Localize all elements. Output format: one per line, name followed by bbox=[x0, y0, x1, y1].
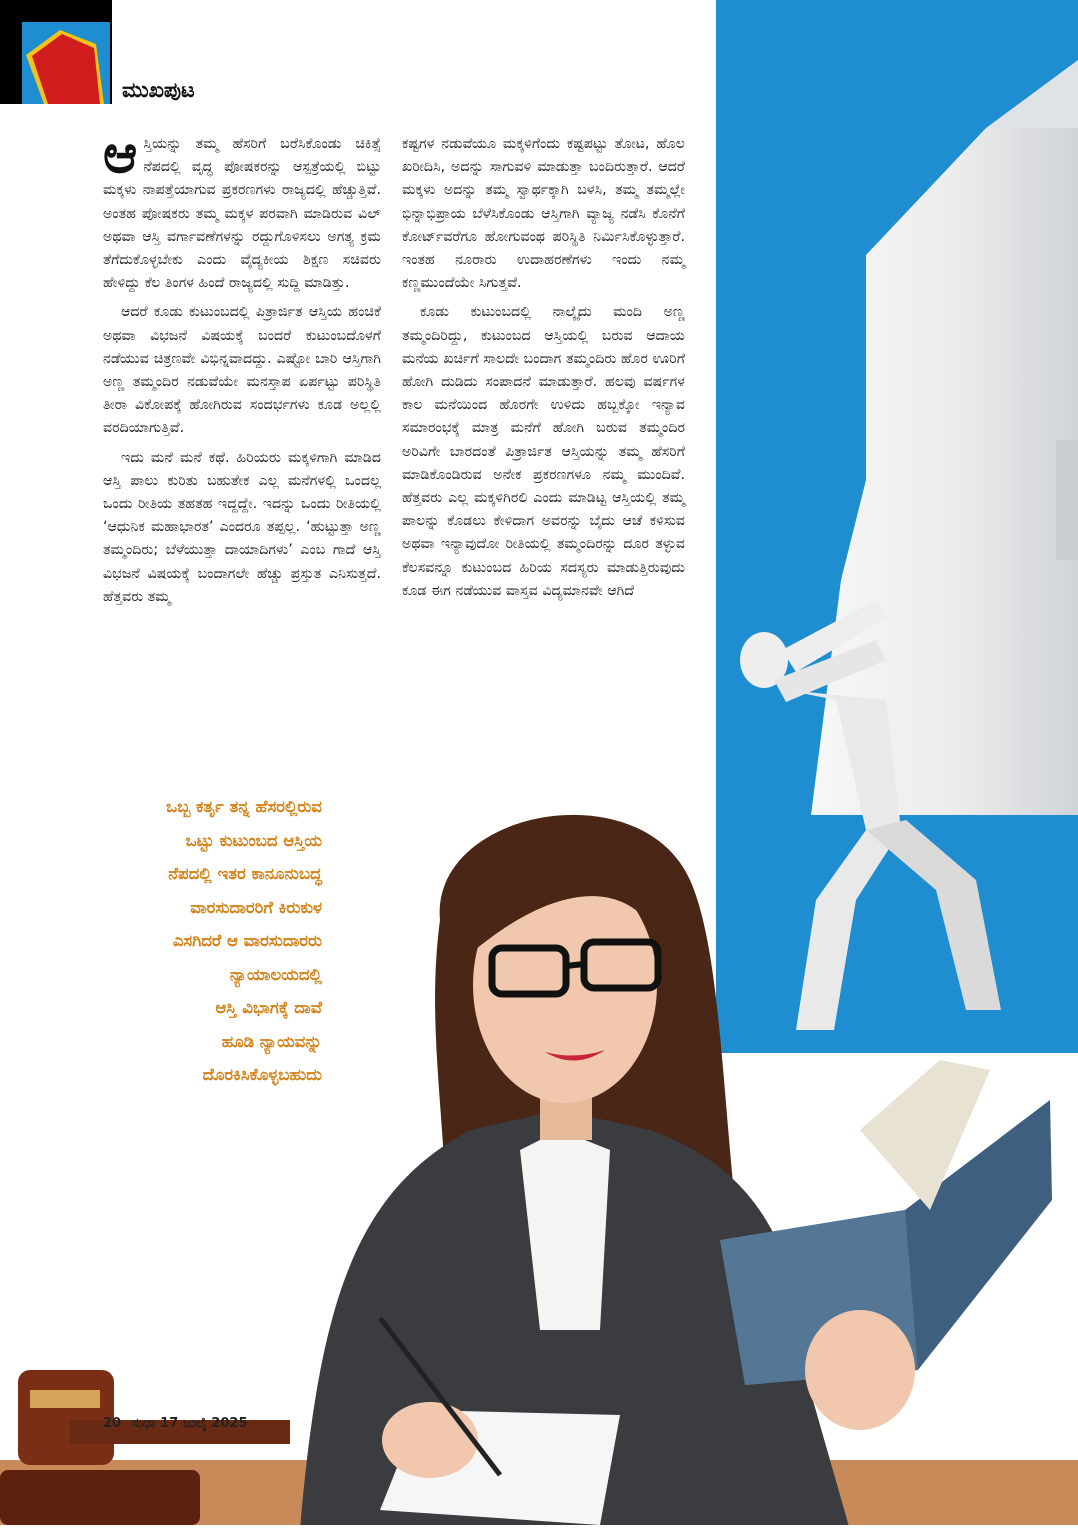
pull-quote-line: ಆಸ್ತಿ ವಿಭಾಗಕ್ಕೆ ದಾವೆ bbox=[215, 998, 322, 1017]
pull-quote-line: ಒಟ್ಟು ಕುಟುಂಬದ ಆಸ್ತಿಯ bbox=[185, 830, 322, 850]
article-column-right bbox=[402, 133, 685, 609]
dropcap: ಆ bbox=[103, 125, 138, 185]
issue-line: ಸುಧಾ 17 ಜುಲೈ 2025 bbox=[131, 1416, 248, 1431]
paragraph: ಕೂಡು ಕುಟುಂಬದಲ್ಲಿ ನಾಲ್ಕೈದು ಮಂದಿ ಅಣ್ಣ ತಮ್ಮಂದಿರಿದ್ದು, ಕುಟುಂಬದ ಆಸ್ತಿಯಲ್ಲಿ ಬರುವ ಆದಾಯ ಮನೆಯ ಖರ್ಚಿಗೆ ಸಾಲದೇ ಬಂದಾಗ ತಮ್ಮಂದಿರು ಹೊರ ಊರಿಗೆ ಹೋಗಿ ದುಡಿದು ಸಂಪಾದನೆ ಮಾಡುತ್ತಾರೆ. ಹಲವು ವರ್ಷಗಳ ಕಾಲ ಮನೆಯಿಂದ ಹೊರಗೇ ಉಳಿದು ಹಬ್ಬಕ್ಕೋ ಇನ್ಯಾವ ಸಮಾರಂಭಕ್ಕೆ ಮಾತ್ರ ಮನೆಗೆ ಹೋಗಿ ಬರುವ ತಮ್ಮಂದಿರ ಅರಿವಿಗೇ ಬಾರದಂತೆ ಪಿತ್ರಾರ್ಜಿತ ಆಸ್ತಿಯನ್ನು ತಮ್ಮ ಹೆಸರಿಗೆ ಮಾಡಿಕೊಂಡಿರುವ ಅನೇಕ ಪ್ರಕರಣಗಳೂ ನಮ್ಮ ಮುಂದಿವೆ. ಹೆತ್ತವರು ಎಲ್ಲ ಮಕ್ಕಳಿಗಿರಲಿ ಎಂದು ಮಾಡಿಟ್ಟ ಆಸ್ತಿಯಲ್ಲಿ ತಮ್ಮ ಪಾಲನ್ನು ಕೊಡಲು ಕೇಳಿದಾಗ ಅವರನ್ನು ಬೈದು ಆಚೆ ಕಳಿಸುವ ಅಥವಾ ಇನ್ಯಾವುದೋ ರೀತಿಯಲ್ಲಿ ತಮ್ಮಂದಿರನ್ನು ದೂರ ತಳ್ಳುವ ಕೆಲಸವನ್ನೂ ಕುಟುಂಬದ ಹಿರಿಯ ಸದಸ್ಯರು ಮಾಡುತ್ತಿರುವುದು ಕೂಡ ಈಗ ನಡೆಯುವ ವಾಸ್ತವ ವಿದ್ಯಮಾನವೇ ಆಗಿದೆ bbox=[402, 304, 685, 599]
paragraph: ಕಷ್ಟಗಳ ನಡುವೆಯೂ ಮಕ್ಕಳಿಗೆಂದು ಕಷ್ಟಪಟ್ಟು ತೋಟ, ಹೊಲ ಖರೀದಿಸಿ, ಅದನ್ನು ಸಾಗುವಳಿ ಮಾಡುತ್ತಾ ಬಂದಿರುತ್ತಾರೆ. ಆದರೆ ಮಕ್ಕಳು ಅದನ್ನು ತಮ್ಮ ಸ್ವಾರ್ಥಕ್ಕಾಗಿ ಬಳಸಿ, ತಮ್ಮ ತಮ್ಮಲ್ಲೇ ಭಿನ್ನಾಭಿಪ್ರಾಯ ಬೆಳೆಸಿಕೊಂಡು ಆಸ್ತಿಗಾಗಿ ವ್ಯಾಜ್ಯ ನಡೆಸಿ ಕೊನೆಗೆ ಕೋರ್ಟ್‌ವರೆಗೂ ಹೋಗುವಂಥ ಪರಿಸ್ಥಿತಿ ನಿರ್ಮಿಸಿಕೊಳ್ಳುತ್ತಾರೆ. ಇಂತಹ ನೂರಾರು ಉದಾಹರಣೆಗಳು ಇಂದು ನಮ್ಮ ಕಣ್ಣಮುಂದೆಯೇ ಸಿಗುತ್ತವೆ. bbox=[402, 136, 685, 292]
pull-quote-line: ಹೂಡಿ ನ್ಯಾಯವನ್ನು bbox=[221, 1031, 322, 1051]
pull-quote-line: ನೆಪದಲ್ಲಿ ಇತರ ಕಾನೂನುಬದ್ಧ bbox=[168, 864, 322, 883]
article-column-left bbox=[103, 125, 381, 615]
pull-quote bbox=[40, 790, 322, 1092]
page-number: 20 bbox=[103, 1416, 122, 1431]
paragraph bbox=[103, 125, 381, 295]
pull-quote-line: ದೊರಕಿಸಿಕೊಳ್ಳಬಹುದು bbox=[202, 1065, 322, 1084]
pull-quote-line: ವಾರಸುದಾರರಿಗೆ ಕಿರುಕುಳ bbox=[190, 897, 322, 917]
section-label: ಮುಖಪುಟ bbox=[122, 78, 195, 102]
paragraph-text: ಸ್ತಿಯನ್ನು ತಮ್ಮ ಹೆಸರಿಗೆ ಬರೆಸಿಕೊಂಡು ಚಿಕಿತ್ಸೆ ನೆಪದಲ್ಲಿ ವೃದ್ಧ ಪೋಷಕರನ್ನು ಆಸ್ಪತ್ರೆಯಲ್ಲಿ ಬಿಟ್ಟು ಮಕ್ಕಳು ನಾಪತ್ತೆಯಾಗುವ ಪ್ರಕರಣಗಳು ರಾಜ್ಯದಲ್ಲಿ ಹೆಚ್ಚುತ್ತಿವೆ. ಅಂತಹ ಪೋಷಕರು ತಮ್ಮ ಮಕ್ಕಳ ಪರವಾಗಿ ಮಾಡಿರುವ ವಿಲ್ ಅಥವಾ ಆಸ್ತಿ ವರ್ಗಾವಣೆಗಳನ್ನು ರದ್ದುಗೊಳಿಸಲು ಅಗತ್ಯ ಕ್ರಮ ತೆಗೆದುಕೊಳ್ಳಬೇಕು ಎಂದು ವೈದ್ಯಕೀಯ ಶಿಕ್ಷಣ ಸಚಿವರು ಹೇಳಿದ್ದು ಕೆಲ ತಿಂಗಳ ಹಿಂದೆ ರಾಜ್ಯದಲ್ಲಿ ಸುದ್ದಿ ಮಾಡಿತ್ತು. bbox=[103, 136, 381, 292]
page-footer bbox=[103, 1416, 248, 1431]
magazine-logo bbox=[0, 0, 112, 104]
pull-quote-line: ಎಸಗಿದರೆ ಆ ವಾರಸುದಾರರು bbox=[172, 931, 322, 950]
pull-quote-line: ಒಬ್ಬ ಕರ್ತೃ ತನ್ನ ಹೆಸರಲ್ಲಿರುವ bbox=[166, 797, 322, 816]
paragraph: ಇದು ಮನೆ ಮನೆ ಕಥೆ. ಹಿರಿಯರು ಮಕ್ಕಳಿಗಾಗಿ ಮಾಡಿದ ಆಸ್ತಿ ಪಾಲು ಕುರಿತು ಬಹುತೇಕ ಎಲ್ಲ ಮನೆಗಳಲ್ಲಿ ಒಂದಲ್ಲ ಒಂದು ರೀತಿಯ ತಹತಹ ಇದ್ದದ್ದೇ. ಇದನ್ನು ಒಂದು ರೀತಿಯಲ್ಲಿ ‘ಆಧುನಿಕ ಮಹಾಭಾರತ’ ಎಂದರೂ ತಪ್ಪಲ್ಲ. ‘ಹುಟ್ಟುತ್ತಾ ಅಣ್ಣ ತಮ್ಮಂದಿರು; ಬೆಳೆಯುತ್ತಾ ದಾಯಾದಿಗಳು’ ಎಂಬ ಗಾದೆ ಆಸ್ತಿ ವಿಭಜನೆ ವಿಷಯಕ್ಕೆ ಬಂದಾಗಲೇ ಹೆಚ್ಚು ಪ್ರಸ್ತುತ ಎನಿಸುತ್ತದೆ. ಹೆತ್ತವರು ತಮ್ಮ bbox=[103, 449, 381, 605]
pull-quote-line: ನ್ಯಾಯಾಲಯದಲ್ಲಿ bbox=[229, 964, 322, 984]
paragraph: ಆದರೆ ಕೂಡು ಕುಟುಂಬದಲ್ಲಿ ಪಿತ್ರಾರ್ಜಿತ ಆಸ್ತಿಯ ಹಂಚಿಕೆ ಅಥವಾ ವಿಭಜನೆ ವಿಷಯಕ್ಕೆ ಬಂದರೆ ಕುಟುಂಬದೊಳಗೆ ನಡೆಯುವ ಚಿತ್ರಣವೇ ವಿಭಿನ್ನವಾದದ್ದು. ಎಷ್ಟೋ ಬಾರಿ ಆಸ್ತಿಗಾಗಿ ಅಣ್ಣ ತಮ್ಮಂದಿರ ನಡುವೆಯೇ ಮನಸ್ತಾಪ ಏರ್ಪಟ್ಟು ಪರಿಸ್ಥಿತಿ ತೀರಾ ವಿಕೋಪಕ್ಕೆ ಹೋಗಿರುವ ಸಂದರ್ಭಗಳು ಕೂಡ ಅಲ್ಲಲ್ಲಿ ವರದಿಯಾಗುತ್ತಿವೆ. bbox=[103, 304, 381, 437]
